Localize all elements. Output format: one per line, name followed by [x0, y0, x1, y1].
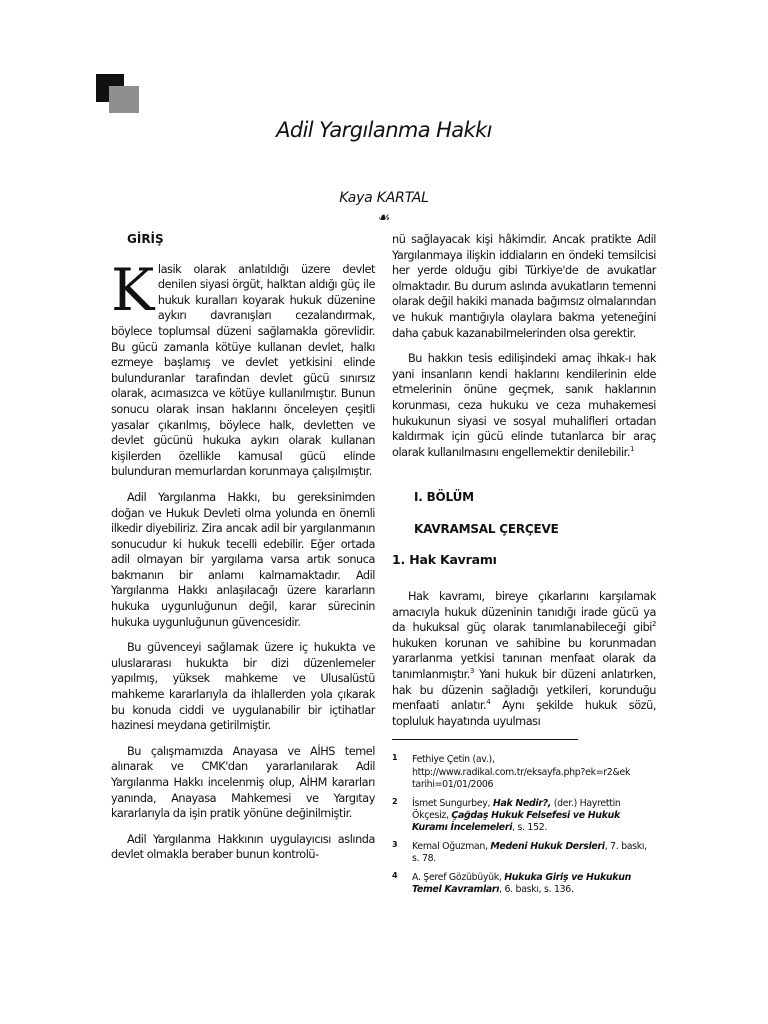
- fleuron-ornament-icon: ☙: [377, 210, 391, 226]
- section-title: KAVRAMSAL ÇERÇEVE: [414, 521, 559, 536]
- footnote-text: Kemal Oğuzman,: [412, 840, 491, 852]
- paragraph: Adil Yargılanma Hakkı, bu gereksinimden doğan ve Hukuk Devleti olma yolunda en önemli ilkedir diyebiliriz. Zira ancak adil bir yargılanmanın sonucudur ki hukuk tecelli edebilir. Eğer ortada adil olmayan bir yargılama varsa artık sonuca bakmanın bir anlamı kalmamaktadır. Adil Yargılanma Hakkı anlaşılacağı üzere kararların hukuka uygunluğunun değil, karar sürecinin hukuka uygunluğunun güvencesidir.: [111, 490, 375, 629]
- paragraph-text: Yani hukuk bir düzeni anlatırken, hak bu düzenin sağladığı yetkileri, korunduğu menfaati anlatır.: [392, 668, 656, 713]
- footnote-text: (der.) Hayrettin Ökçesiz,: [412, 797, 621, 822]
- paragraph-intro: [111, 255, 375, 480]
- paragraph-text: Bu hakkın tesis edilişindeki amaç ihkak-ı hak yani insanların kendi haklarını kendilerinin elde etmelerinin önüne geçmek, sanık haklarının korunması, ceza hukuku ve ceza muhakemesi hukukunun siyasi ve sosyal muhalifleri ortadan kaldırmak için gücü elinde tutanlarca bir araç olarak kullanılmasını engellemektir denilebilir.: [392, 352, 656, 459]
- footnote: [392, 872, 656, 897]
- footnote: [392, 798, 656, 835]
- footnote-text: İsmet Sungurbey,: [412, 797, 493, 809]
- paragraph: Bu çalışmamızda Anayasa ve AİHS temel alınarak ve CMK'dan yararlanılarak Adil Yargılanma Hakkı incelenmiş olup, AİHM kararları yanında, Anayasa Mahkemesi ve Yargıtay kararlarıyla da işin pratik yönüne değinilmiştir.: [111, 744, 375, 821]
- footnote: [392, 841, 656, 866]
- footnote-text: , s. 152.: [512, 822, 548, 834]
- left-column: [111, 232, 375, 873]
- paragraph: [392, 589, 656, 729]
- footnote-divider: [392, 739, 578, 740]
- paragraph: [392, 351, 656, 460]
- footnote-text: Fethiye Çetin (av.), http://www.radikal.com.tr/eksayfa.php?ek=r2&ek tarihi=01/01/2006: [412, 754, 631, 791]
- paragraph-text: Aynı şekilde hukuk sözü, topluluk hayatında uyulması: [392, 699, 657, 728]
- footnote-ref[interactable]: 2: [651, 620, 656, 629]
- paragraph: Bu güvenceyi sağlamak üzere iç hukukta ve uluslararası hukukta bir dizi düzenlemeler yapılmış, yüksek mahkeme ve Ulusalüstü mahkeme kararlarıyla da ihlallerden yola çıkarak bu konuda ciddi ve uygulanabilir bir içtihatlar hazinesi meydana getirilmiştir.: [111, 641, 375, 733]
- author-name: Kaya KARTAL: [339, 190, 429, 206]
- paragraph-text: hukuken korunan ve sahibine bu korunmadan yararlanma yetkisi tanınan menfaat olarak da tanımlanmıştır.: [392, 636, 656, 682]
- footnote-text: , 7. baskı, s. 78.: [412, 840, 647, 865]
- footnote-number: 1: [392, 753, 398, 763]
- paragraph-intro-text: lasik olarak anlatıldığı üzere devlet denilen siyasi örgüt, halktan aldığı güç ile hukuk kuralları koyarak hukuk düzenine aykırı davranışları cezalandırmak, böylece toplumsal düzeni sağlamakla görevlidir. Bu gücü zamanla kötüye kullanan devlet, halkı ezmeye başlamış ve devlet yetkisini elinde bulunduranlar tarafından devlet gücü sınırsız olarak, acımasızca ve kötüye kullanılmıştır. Bunun sonucu olarak insan haklarını önceleyen çeşitli yasalar çıkarılmış, böylece halk, devletten ve devlet gücünü hukuka aykırı olarak kullanan kişilerden özellikle kamusal gücü elinde bulunduran memurlardan korunmaya çalışılmıştır.: [111, 262, 375, 479]
- footnote-ref[interactable]: 1: [629, 444, 634, 453]
- subsection-heading: 1. Hak Kavramı: [392, 551, 497, 567]
- footnote-ref[interactable]: 3: [469, 667, 474, 676]
- footnote-source-title: Hukuka Giriş ve Hukukun Temel Kavramları: [412, 871, 631, 896]
- footnote-number: 3: [392, 839, 398, 849]
- paragraph: nü sağlayacak kişi hâkimdir. Ancak pratikte Adil Yargılanmaya ilişkin iddiaların en öndeki temsilcisi her yerde olduğu gibi Türkiye'de de avukatlar olmaktadır. Bu durum aslında avukatların temenni olarak değil hakiki manada bağımsız olmalarından ve hukuk mantığıyla olaylara bakma yeteneğini daha çabuk kazanabilmelerinden olsa gerektir.: [392, 233, 656, 340]
- footnote-ref[interactable]: 4: [486, 698, 491, 707]
- footnote-text: , 6. baskı, s. 136.: [499, 884, 574, 896]
- footnote-source-title: Medeni Hukuk Dersleri: [490, 840, 605, 852]
- article-title: Adil Yargılanma Hakkı: [276, 118, 492, 142]
- footnote-source-title: Hak Nedir?,: [492, 797, 552, 809]
- footnote-number: 4: [392, 870, 398, 880]
- paragraph: Adil Yargılanma Hakkının uygulayıcısı aslında devlet olmakla beraber bunun kontrolü-: [111, 832, 375, 862]
- footnote-number: 2: [392, 796, 398, 806]
- footnote-source-title: Çağdaş Hukuk Felsefesi ve Hukuk Kuramı İncelemeleri: [412, 810, 620, 834]
- section-heading-giris: GİRİŞ: [127, 232, 164, 246]
- decorative-square-gray: [109, 86, 139, 113]
- dropcap-letter: K: [111, 255, 154, 324]
- footnote-text: A. Şeref Gözübüyük,: [412, 871, 505, 883]
- footnote: [392, 754, 656, 791]
- paragraph-text: Hak kavramı, bireye çıkarlarını karşılamak amacıyla hukuk düzeninin tanıdığı irade gücü ya da hukuksal güç olarak tanımlanabileceği gibi: [392, 590, 656, 635]
- section-heading: I. BÖLÜM: [414, 490, 474, 505]
- right-column: [392, 232, 656, 903]
